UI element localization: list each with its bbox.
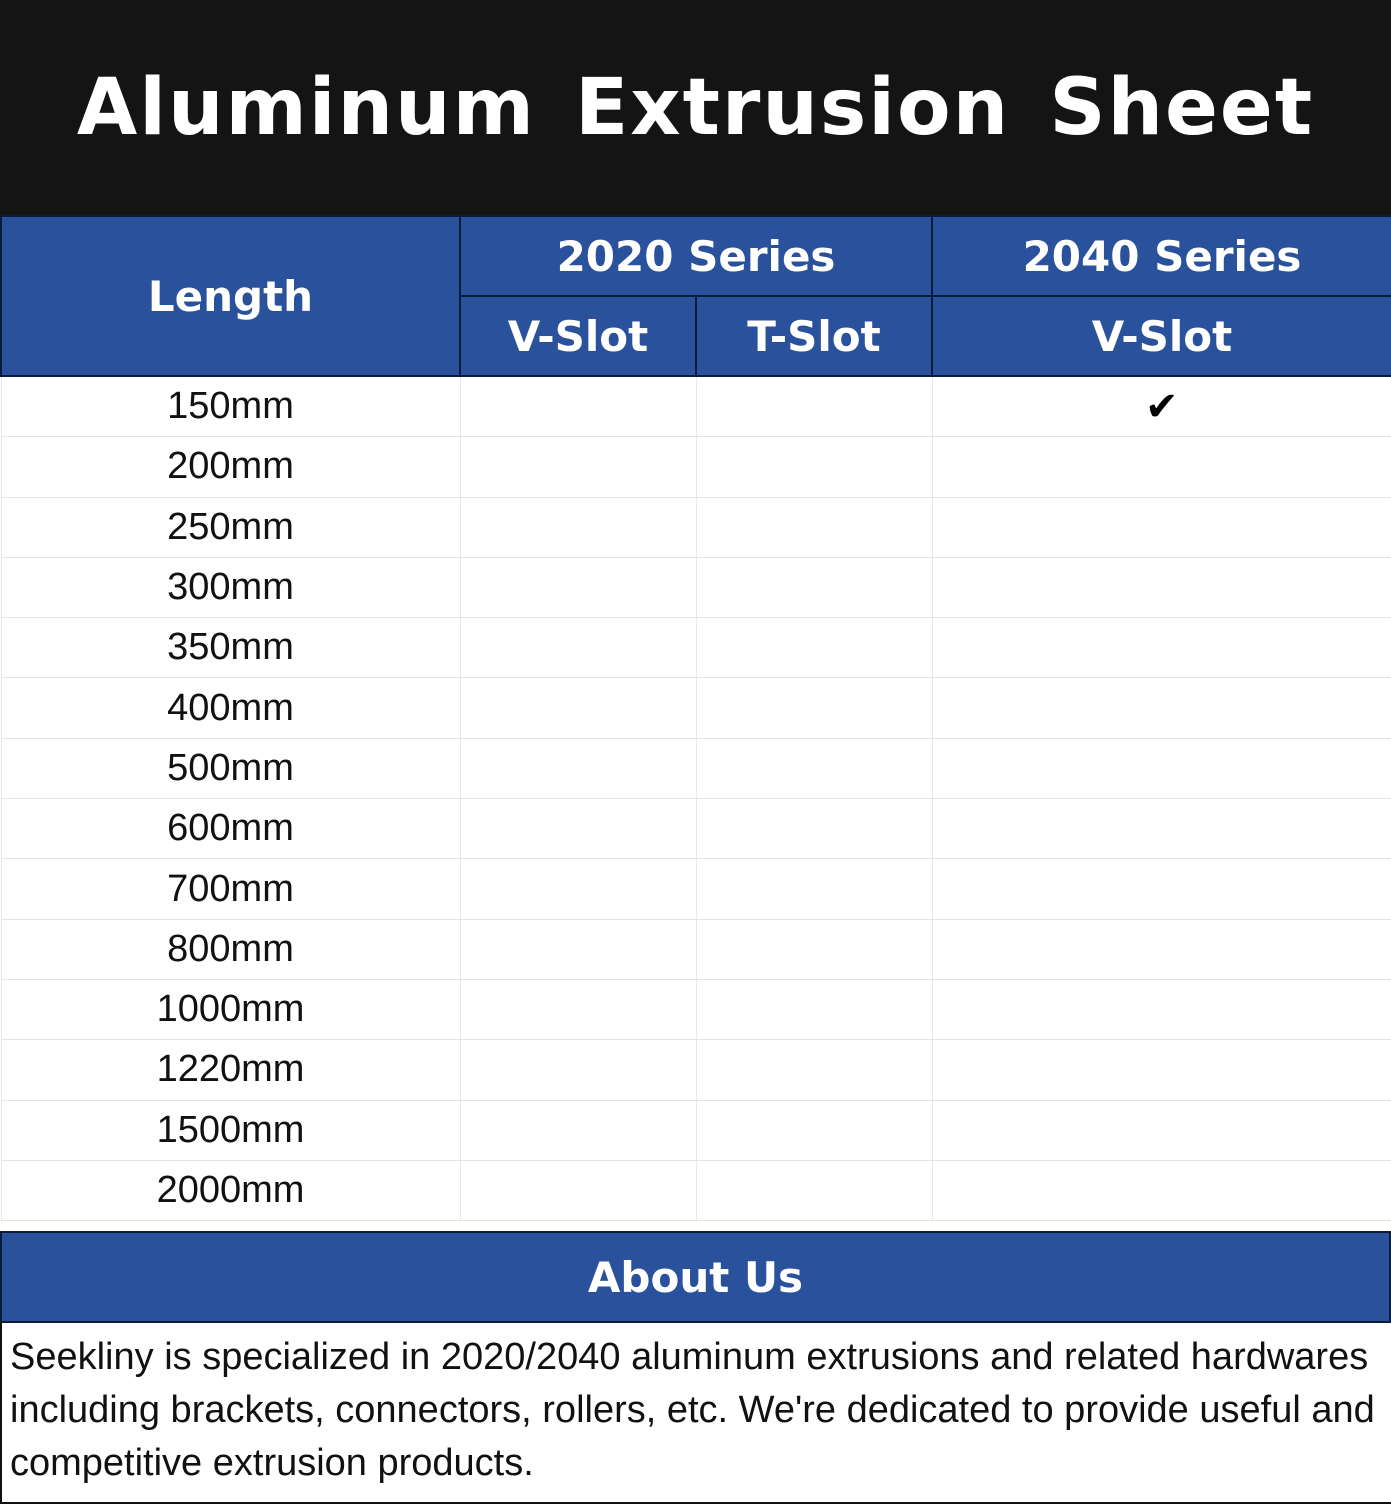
availability-cell xyxy=(932,1100,1391,1160)
availability-cell xyxy=(696,979,932,1039)
length-cell: 700mm xyxy=(1,859,460,919)
length-cell: 1220mm xyxy=(1,1040,460,1100)
availability-cell xyxy=(460,437,696,497)
availability-cell xyxy=(460,1100,696,1160)
length-cell: 800mm xyxy=(1,919,460,979)
availability-cell xyxy=(932,557,1391,617)
availability-cell xyxy=(932,1160,1391,1220)
availability-cell xyxy=(696,376,932,437)
length-cell: 500mm xyxy=(1,738,460,798)
length-cell: 150mm xyxy=(1,376,460,437)
availability-cell xyxy=(460,1040,696,1100)
subheader-2040-vslot: V-Slot xyxy=(932,296,1391,376)
availability-cell xyxy=(696,678,932,738)
length-header: Length xyxy=(1,216,460,376)
availability-cell xyxy=(932,376,1391,437)
availability-cell xyxy=(460,618,696,678)
availability-cell xyxy=(696,738,932,798)
availability-cell xyxy=(460,557,696,617)
length-cell: 350mm xyxy=(1,618,460,678)
table-row xyxy=(1,919,1391,979)
table-row xyxy=(1,1100,1391,1160)
availability-cell xyxy=(696,557,932,617)
table-row xyxy=(1,799,1391,859)
availability-cell xyxy=(696,919,932,979)
series-2020-header: 2020 Series xyxy=(460,216,932,296)
availability-cell xyxy=(460,678,696,738)
availability-cell xyxy=(460,738,696,798)
availability-cell xyxy=(460,1160,696,1220)
availability-cell xyxy=(696,799,932,859)
table-row xyxy=(1,738,1391,798)
availability-cell xyxy=(460,859,696,919)
availability-cell xyxy=(932,437,1391,497)
availability-cell xyxy=(696,437,932,497)
table-row xyxy=(1,1160,1391,1220)
availability-cell xyxy=(932,799,1391,859)
availability-cell xyxy=(460,497,696,557)
length-cell: 600mm xyxy=(1,799,460,859)
availability-cell xyxy=(932,919,1391,979)
availability-cell xyxy=(932,678,1391,738)
length-cell: 300mm xyxy=(1,557,460,617)
length-cell: 1500mm xyxy=(1,1100,460,1160)
availability-cell xyxy=(696,1040,932,1100)
about-header xyxy=(0,1231,1391,1323)
availability-cell xyxy=(932,618,1391,678)
about-heading: About Us xyxy=(587,1252,804,1302)
availability-cell xyxy=(460,376,696,437)
availability-cell xyxy=(696,618,932,678)
table-row xyxy=(1,979,1391,1039)
availability-cell xyxy=(460,919,696,979)
availability-cell xyxy=(932,859,1391,919)
subheader-2020-vslot: V-Slot xyxy=(460,296,696,376)
length-cell: 2000mm xyxy=(1,1160,460,1220)
page-title: Aluminum Extrusion Sheet xyxy=(76,62,1315,153)
table-row xyxy=(1,437,1391,497)
title-bar xyxy=(0,0,1391,215)
series-2040-header: 2040 Series xyxy=(932,216,1391,296)
availability-cell xyxy=(932,738,1391,798)
table-row xyxy=(1,678,1391,738)
table-row xyxy=(1,376,1391,437)
subheader-2020-tslot: T-Slot xyxy=(696,296,932,376)
availability-cell xyxy=(696,497,932,557)
availability-cell xyxy=(932,1040,1391,1100)
table-body xyxy=(1,376,1391,1221)
availability-cell xyxy=(932,979,1391,1039)
about-text: Seekliny is specialized in 2020/2040 aluminum extrusions and related hardwares including brackets, connectors, rollers, etc. We're dedicated to provide useful and competitive extrusion products. xyxy=(0,1321,1391,1504)
table-row xyxy=(1,1040,1391,1100)
checkmark-icon: ✔ xyxy=(1145,383,1179,430)
availability-cell xyxy=(696,1160,932,1220)
table-row xyxy=(1,557,1391,617)
length-cell: 250mm xyxy=(1,497,460,557)
availability-cell xyxy=(696,859,932,919)
table-row xyxy=(1,618,1391,678)
length-cell: 1000mm xyxy=(1,979,460,1039)
availability-cell xyxy=(696,1100,932,1160)
table-row xyxy=(1,497,1391,557)
table-row xyxy=(1,859,1391,919)
availability-cell xyxy=(460,979,696,1039)
length-cell: 400mm xyxy=(1,678,460,738)
length-cell: 200mm xyxy=(1,437,460,497)
availability-cell xyxy=(932,497,1391,557)
length-table xyxy=(0,215,1391,1221)
availability-cell xyxy=(460,799,696,859)
